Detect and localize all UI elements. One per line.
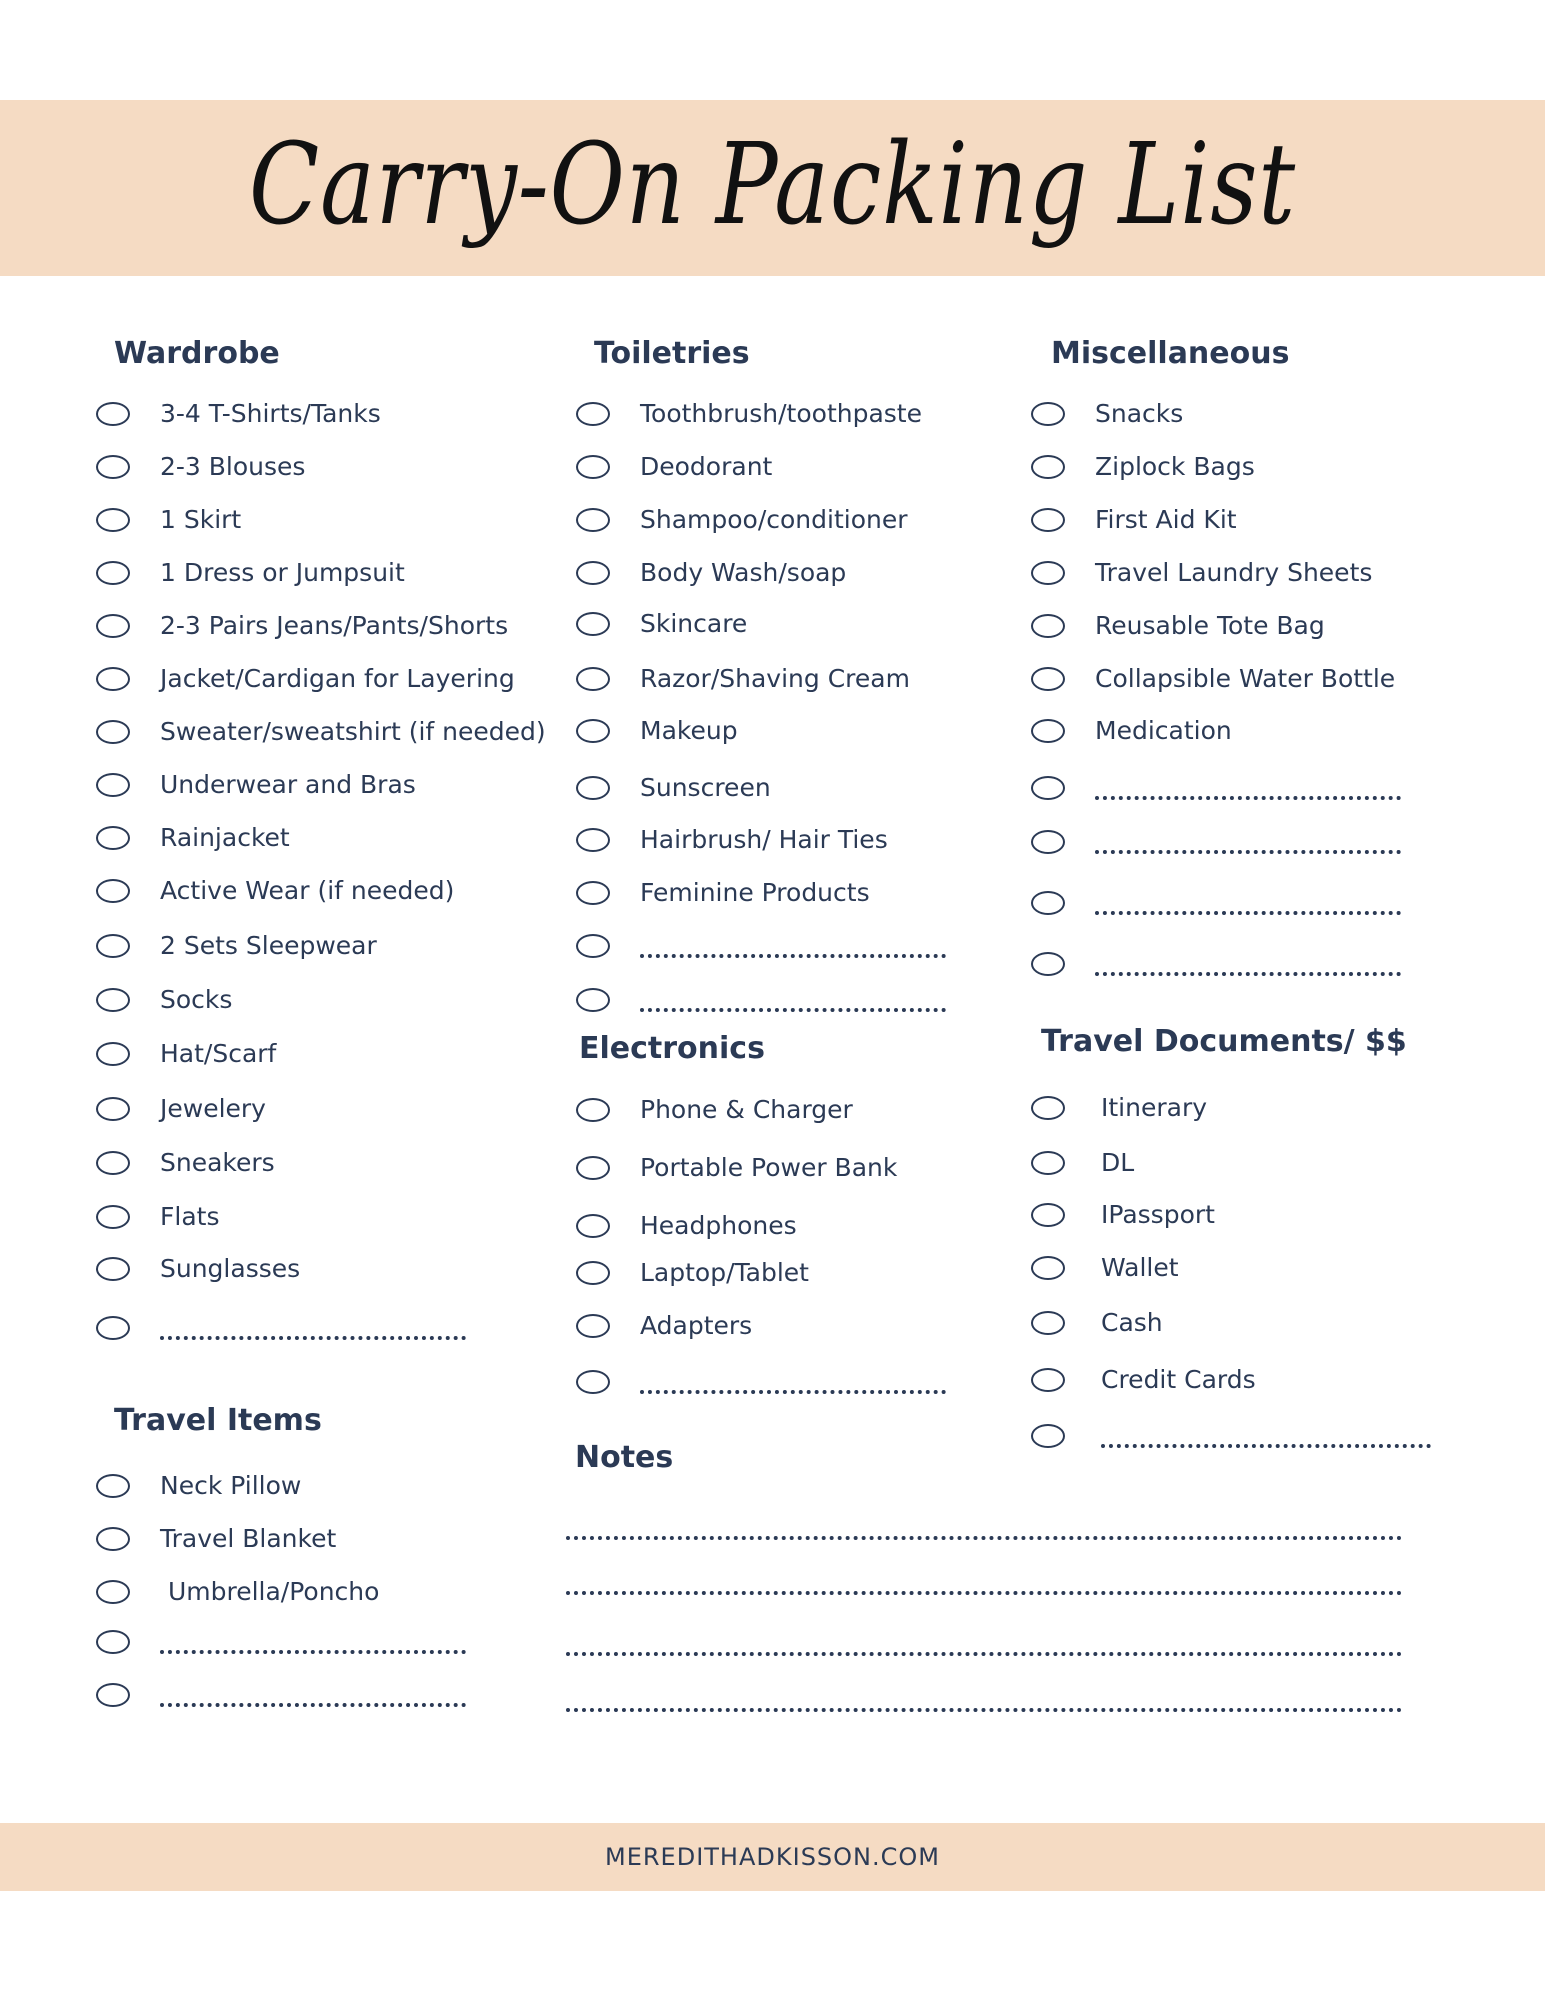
item-label: Snacks	[1095, 399, 1184, 428]
checkbox[interactable]	[96, 1527, 130, 1551]
miscellaneous-title: Miscellaneous	[1051, 336, 1290, 371]
item-label: 1 Dress or Jumpsuit	[160, 558, 405, 587]
checkbox[interactable]	[576, 719, 610, 743]
item-label: Hat/Scarf	[160, 1039, 277, 1068]
notes-title: Notes	[575, 1440, 674, 1475]
checkbox[interactable]	[96, 508, 130, 532]
checkbox[interactable]	[96, 1630, 130, 1654]
checkbox[interactable]	[96, 1316, 130, 1340]
item-label: Collapsible Water Bottle	[1095, 664, 1396, 693]
item-label: Sneakers	[160, 1148, 275, 1177]
item-label: Hairbrush/ Hair Ties	[640, 825, 888, 854]
checkbox[interactable]	[96, 561, 130, 585]
checkbox[interactable]	[1031, 402, 1065, 426]
item-label: Phone & Charger	[640, 1095, 853, 1124]
blank-line[interactable]	[1101, 1444, 1431, 1448]
checkbox[interactable]	[576, 828, 610, 852]
checkbox[interactable]	[96, 1580, 130, 1604]
checkbox[interactable]	[96, 826, 130, 850]
item-label: Makeup	[640, 716, 738, 745]
checkbox[interactable]	[576, 455, 610, 479]
checkbox[interactable]	[96, 1474, 130, 1498]
checkbox[interactable]	[1031, 614, 1065, 638]
checkbox[interactable]	[96, 1042, 130, 1066]
item-label: Cash	[1101, 1308, 1163, 1337]
item-label: IPassport	[1101, 1200, 1215, 1229]
item-label: Razor/Shaving Cream	[640, 664, 910, 693]
electronics-title: Electronics	[579, 1031, 765, 1066]
blank-line[interactable]	[1095, 850, 1401, 854]
checkbox[interactable]	[96, 773, 130, 797]
checkbox[interactable]	[96, 879, 130, 903]
checkbox[interactable]	[96, 1097, 130, 1121]
checkbox[interactable]	[96, 402, 130, 426]
notes-line[interactable]	[566, 1536, 1402, 1540]
item-label: Umbrella/Poncho	[160, 1577, 380, 1606]
checkbox[interactable]	[576, 402, 610, 426]
item-label: 2 Sets Sleepwear	[160, 931, 377, 960]
checkbox[interactable]	[1031, 455, 1065, 479]
item-label: Travel Laundry Sheets	[1095, 558, 1373, 587]
travel-items-title: Travel Items	[114, 1403, 322, 1438]
checkbox[interactable]	[576, 988, 610, 1012]
checkbox[interactable]	[576, 612, 610, 636]
checkbox[interactable]	[576, 881, 610, 905]
checkbox[interactable]	[1031, 1311, 1065, 1335]
checkbox[interactable]	[1031, 952, 1065, 976]
blank-line[interactable]	[1095, 911, 1401, 915]
notes-line[interactable]	[566, 1652, 1402, 1656]
toiletries-title: Toiletries	[594, 336, 750, 371]
item-label: 2-3 Blouses	[160, 452, 306, 481]
checkbox[interactable]	[576, 1314, 610, 1338]
checkbox[interactable]	[576, 1214, 610, 1238]
checkbox[interactable]	[576, 561, 610, 585]
item-label: Ziplock Bags	[1095, 452, 1255, 481]
blank-line[interactable]	[640, 954, 946, 958]
checkbox[interactable]	[96, 614, 130, 638]
checkbox[interactable]	[576, 1098, 610, 1122]
notes-line[interactable]	[566, 1591, 1402, 1595]
item-label: Travel Blanket	[160, 1524, 337, 1553]
blank-line[interactable]	[160, 1336, 466, 1340]
item-label: Jacket/Cardigan for Layering	[160, 664, 515, 693]
item-label: Deodorant	[640, 452, 773, 481]
item-label: Sweater/sweatshirt (if needed)	[160, 717, 546, 746]
item-label: Laptop/Tablet	[640, 1258, 809, 1287]
blank-line[interactable]	[1095, 972, 1401, 976]
checkbox[interactable]	[1031, 667, 1065, 691]
checkbox[interactable]	[96, 1683, 130, 1707]
checkbox[interactable]	[1031, 1368, 1065, 1392]
checkbox[interactable]	[1031, 508, 1065, 532]
checkbox[interactable]	[576, 1261, 610, 1285]
checkbox[interactable]	[1031, 1256, 1065, 1280]
item-label: Sunscreen	[640, 773, 771, 802]
checkbox[interactable]	[1031, 776, 1065, 800]
item-label: 3-4 T-Shirts/Tanks	[160, 399, 381, 428]
item-label: Active Wear (if needed)	[160, 876, 455, 905]
checkbox[interactable]	[1031, 719, 1065, 743]
page-title: Carry-On Packing List	[248, 120, 1297, 250]
checkbox[interactable]	[1031, 561, 1065, 585]
item-label: Socks	[160, 985, 233, 1014]
item-label: Reusable Tote Bag	[1095, 611, 1325, 640]
checkbox[interactable]	[1031, 1151, 1065, 1175]
item-label: Rainjacket	[160, 823, 290, 852]
checkbox[interactable]	[576, 508, 610, 532]
notes-line[interactable]	[566, 1708, 1402, 1712]
item-label: Itinerary	[1101, 1093, 1208, 1122]
checkbox[interactable]	[96, 1257, 130, 1281]
item-label: Jewelery	[160, 1094, 266, 1123]
item-label: Headphones	[640, 1211, 797, 1240]
travel-documents-title: Travel Documents/ $$	[1041, 1024, 1407, 1059]
wardrobe-title: Wardrobe	[114, 336, 280, 371]
item-label: Medication	[1095, 716, 1232, 745]
checkbox[interactable]	[1031, 830, 1065, 854]
footer-website[interactable]: MEREDITHADKISSON.COM	[605, 1843, 940, 1871]
checkbox[interactable]	[576, 776, 610, 800]
blank-line[interactable]	[160, 1703, 466, 1707]
item-label: Flats	[160, 1202, 220, 1231]
blank-line[interactable]	[1095, 796, 1401, 800]
item-label: Sunglasses	[160, 1254, 301, 1283]
item-label: DL	[1101, 1148, 1135, 1177]
checkbox[interactable]	[96, 988, 130, 1012]
checkbox[interactable]	[96, 1151, 130, 1175]
item-label: Wallet	[1101, 1253, 1179, 1282]
checkbox[interactable]	[96, 720, 130, 744]
item-label: Shampoo/conditioner	[640, 505, 908, 534]
item-label: Body Wash/soap	[640, 558, 847, 587]
checkbox[interactable]	[576, 934, 610, 958]
blank-line[interactable]	[640, 1008, 946, 1012]
checkbox[interactable]	[96, 1205, 130, 1229]
item-label: Adapters	[640, 1311, 753, 1340]
item-label: Portable Power Bank	[640, 1153, 898, 1182]
item-label: 2-3 Pairs Jeans/Pants/Shorts	[160, 611, 509, 640]
blank-line[interactable]	[160, 1650, 466, 1654]
checkbox[interactable]	[1031, 891, 1065, 915]
item-label: Toothbrush/toothpaste	[640, 399, 922, 428]
item-label: 1 Skirt	[160, 505, 242, 534]
checkbox[interactable]	[1031, 1424, 1065, 1448]
checkbox[interactable]	[96, 934, 130, 958]
checkbox[interactable]	[96, 667, 130, 691]
item-label: Feminine Products	[640, 878, 870, 907]
checkbox[interactable]	[96, 455, 130, 479]
checkbox[interactable]	[1031, 1203, 1065, 1227]
item-label: Neck Pillow	[160, 1471, 302, 1500]
checkbox[interactable]	[576, 667, 610, 691]
item-label: Underwear and Bras	[160, 770, 416, 799]
item-label: Skincare	[640, 609, 748, 638]
blank-line[interactable]	[640, 1390, 946, 1394]
checkbox[interactable]	[576, 1370, 610, 1394]
item-label: Credit Cards	[1101, 1365, 1256, 1394]
checkbox[interactable]	[1031, 1096, 1065, 1120]
item-label: First Aid Kit	[1095, 505, 1237, 534]
checkbox[interactable]	[576, 1156, 610, 1180]
